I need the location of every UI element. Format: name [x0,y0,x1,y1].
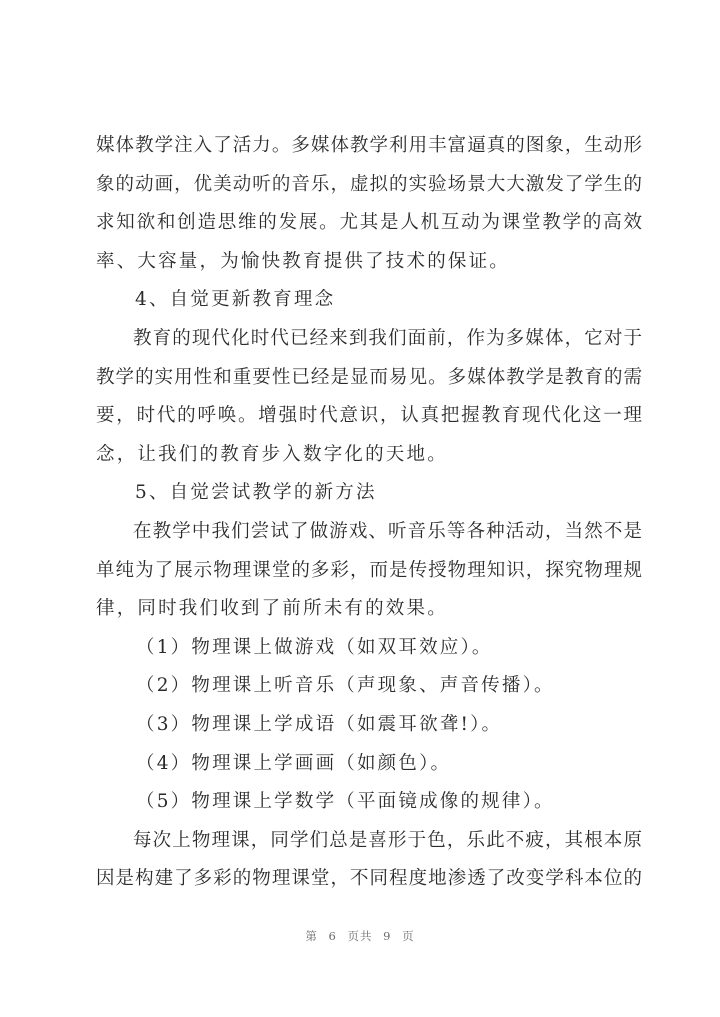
paragraph-line: 教学的实用性和重要性已经是显而易见。多媒体教学是教育的需 [96,366,642,388]
paragraph-line: 象的动画，优美动听的音乐，虚拟的实验场景大大激发了学生的 [96,173,642,195]
list-item: （1）物理课上做游戏（如双耳效应）。 [136,636,493,658]
paragraph-line: 在教学中我们尝试了做游戏、听音乐等各种活动，当然不是 [133,520,642,542]
paragraph-line: 因是构建了多彩的物理课堂，不同程度地渗透了改变学科本位的 [96,868,642,890]
paragraph-line: 率、大容量，为愉快教育提供了技术的保证。 [96,250,511,272]
paragraph-line: 律，同时我们收到了前所未有的效果。 [96,598,448,620]
list-item: （4）物理课上学画画（如颜色）。 [136,752,452,774]
paragraph-line: 要，时代的呼唤。增强时代意识，认真把握教育现代化这一理 [96,405,642,427]
paragraph-line: 念，让我们的教育步入数字化的天地。 [96,443,448,465]
section-heading-5: 5、自觉尝试教学的新方法 [135,482,377,504]
paragraph-line: 教育的现代化时代已经来到我们面前，作为多媒体，它对于 [133,327,642,349]
section-heading-4: 4、自觉更新教育理念 [135,289,336,311]
list-item: （3）物理课上学成语（如震耳欲聋!）。 [136,713,503,735]
paragraph-line: 单纯为了展示物理课堂的多彩，而是传授物理知识，探究物理规 [96,559,642,581]
paragraph-line: 媒体教学注入了活力。多媒体教学利用丰富逼真的图象，生动形 [96,135,642,156]
list-item: （2）物理课上听音乐（声现象、声音传播）。 [136,675,555,697]
paragraph-line: 求知欲和创造思维的发展。尤其是人机互动为课堂教学的高效 [96,212,642,234]
list-item: （5）物理课上学数学（平面镜成像的规律）。 [136,791,555,813]
page-number-footer: 第 6 页共 9 页 [305,929,415,943]
paragraph-line: 每次上物理课，同学们总是喜形于色，乐此不疲，其根本原 [133,829,642,851]
page-body [96,127,642,899]
